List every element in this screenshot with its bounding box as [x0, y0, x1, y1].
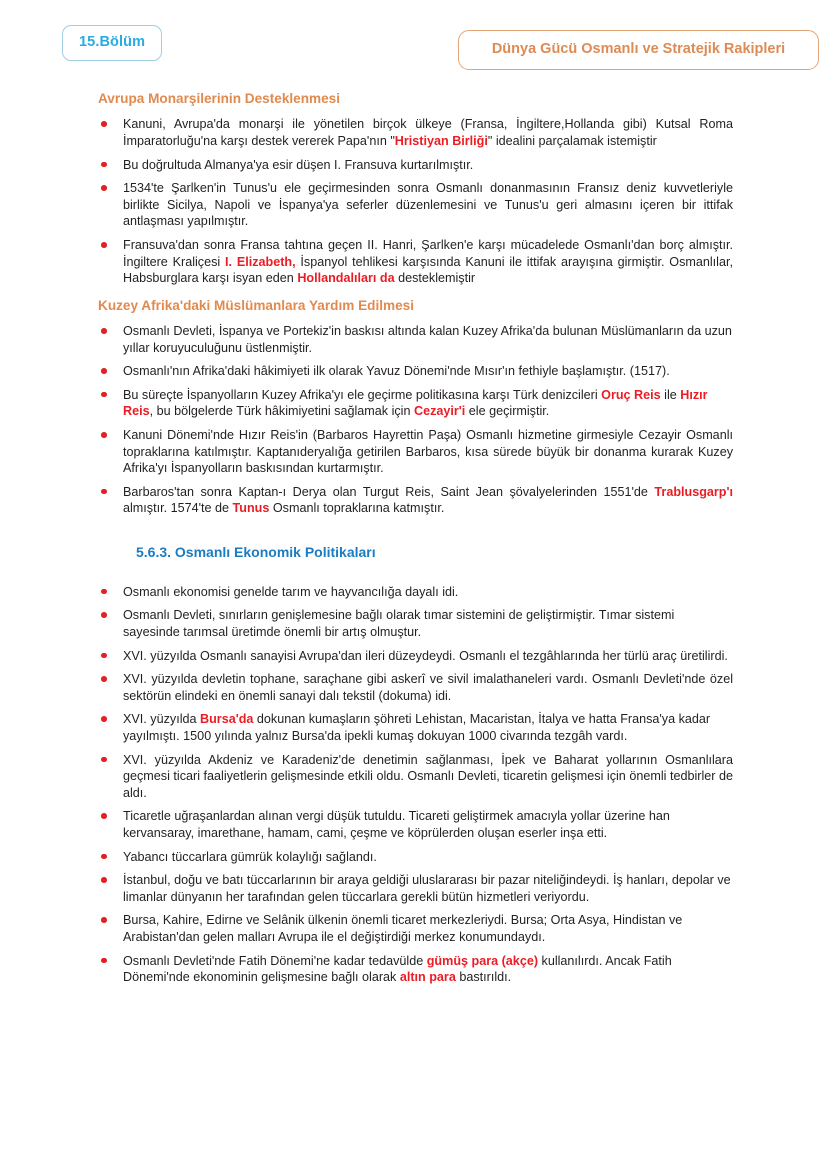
- bullet-item: [0, 671, 828, 704]
- bullet-item: [0, 116, 828, 149]
- sections-container: [0, 90, 828, 986]
- bullet-item: [0, 872, 828, 905]
- highlighted-term: Bursa'da: [200, 712, 254, 727]
- bullet-item: [0, 427, 828, 477]
- bullet-item: [0, 953, 828, 986]
- highlighted-term: Tunus: [232, 501, 270, 516]
- bullet-text: Barbaros'tan sonra Kaptan-ı Derya olan Turgut Reis, Saint Jean şövalyelerinden 1551'de: [123, 484, 655, 499]
- bullet-text: XVI. yüzyılda devletin tophane, saraçhane gibi askerî ve sivil imalathaneleri vardı. Osmanlı Devleti'nde özel sektörün elindeki en önemli sanayi dalı tekstil (dokuma) idi.: [123, 672, 733, 703]
- bullet-text: kullanılırdı. Ancak Fatih Dönemi'nde ekonominin gelişmesine bağlı olarak: [123, 953, 672, 985]
- bullet-item: [0, 711, 828, 744]
- bullet-item: [0, 363, 828, 380]
- highlighted-term: Hollandalıları da: [297, 271, 395, 286]
- highlighted-term: Hızır Reis: [123, 387, 708, 419]
- bullet-text: Osmanlı Devleti'nde Fatih Dönemi'ne kadar tedavülde: [123, 953, 427, 968]
- bullet-item: [0, 157, 828, 174]
- page-bottom-spacer: [0, 993, 828, 1153]
- highlighted-term: Cezayir'i: [413, 404, 466, 419]
- bullet-text: Osmanlı topraklarına katmıştır.: [269, 501, 445, 516]
- highlighted-term: Hristiyan Birliği: [394, 133, 488, 148]
- bullet-text: almıştır. 1574'te de: [123, 501, 233, 516]
- bullet-item: [0, 752, 828, 802]
- bullet-item: [0, 808, 828, 841]
- section-heading: Kuzey Afrika'daki Müslümanlara Yardım Edilmesi: [98, 297, 415, 313]
- highlighted-term: Oruç Reis: [601, 387, 661, 402]
- bullet-item: [0, 387, 828, 420]
- bullet-item: [0, 323, 828, 356]
- bullet-item: [0, 912, 828, 945]
- chapter-badge: 15.Bölüm: [62, 25, 162, 61]
- bullet-text: Bursa, Kahire, Edirne ve Selânik ülkenin önemli ticaret merkezleriydi. Bursa; Orta Asya, Hindistan ve Arabistan'dan gelen malları Avrupa ile el değiştirdiği merkez konumundaydı.: [123, 913, 683, 944]
- bullet-text: Ticaretle uğraşanlardan alınan vergi düşük tutuldu. Ticareti geliştirmek amacıyla yollar üzerine han kervansaray, imarethane, hamam, cami, çeşme ve köprülerden oluşan eserler inşa etti.: [123, 809, 670, 840]
- bullet-text: " idealini parçalamak istemiştir: [487, 133, 657, 148]
- bullet-text: Osmanlı Devleti, İspanya ve Portekiz'in baskısı altında kalan Kuzey Afrika'da bulunan Müslümanların da uzun yıllar koruyuculuğunu üstlenmiştir.: [123, 324, 732, 355]
- bullet-item: [0, 849, 828, 866]
- bullet-text: XVI. yüzyılda Akdeniz ve Karadeniz'de denetimin sağlanması, İpek ve Baharat yollarının Osmanlılara geçmesi ticari faaliyetlerin gelişmesinde etkili oldu. Osmanlı Devleti, ticaretin gelişmesi için önemli tedbirler de aldı.: [123, 752, 733, 800]
- bullet-list: [0, 116, 828, 286]
- bullet-list: [0, 584, 828, 986]
- highlighted-term: gümüş para (akçe): [426, 953, 539, 968]
- bullet-text: Kanuni, Avrupa'da monarşi ile yönetilen birçok ülkeye (Fransa, İngiltere,Hollanda gibi) Kutsal Roma İmparatorluğu'na karşı destek vererek Papa'nın ": [123, 117, 733, 148]
- bullet-item: [0, 237, 828, 287]
- bullet-text: Osmanlı'nın Afrika'daki hâkimiyeti ilk olarak Yavuz Dönemi'nde Mısır'ın fethiyle başlamıştır. (1517).: [123, 364, 670, 379]
- bullet-text: Fransuva'dan sonra Fransa tahtına geçen II. Hanri, Şarlken'e karşı mücadelede Osmanlı'dan borç almıştır. İngiltere Kraliçesi: [123, 237, 733, 269]
- bullet-text: Osmanlı Devleti, sınırların genişlemesine bağlı olarak tımar sistemini de geliştirmiştir. Tımar sistemi sayesinde tarımsal üretimde önemli bir artış olmuştur.: [123, 608, 675, 640]
- section-heading: Avrupa Monarşilerinin Desteklenmesi: [98, 91, 340, 106]
- highlighted-term: altın para: [399, 970, 456, 985]
- bullet-item: [0, 180, 828, 230]
- unit-title-badge: Dünya Gücü Osmanlı ve Stratejik Rakipleri: [458, 30, 819, 70]
- bullet-text: XVI. yüzyılda: [123, 712, 200, 727]
- bullet-text: Yabancı tüccarlara gümrük kolaylığı sağlandı.: [123, 849, 377, 864]
- highlighted-term: Trablusgarp'ı: [654, 484, 733, 499]
- bullet-text: ile: [660, 387, 681, 402]
- bullet-text: desteklemiştir: [394, 271, 476, 286]
- bullet-text: dokunan kumaşların şöhreti Lehistan, Macaristan, İtalya ve hatta Fransa'ya kadar yayılmıştı. 1500 yılında yalnız Bursa'da ipekli kumaş dokuyan 1000 civarında tezgâh vardı.: [123, 712, 711, 744]
- page-header: [0, 0, 828, 92]
- bullet-text: Osmanlı ekonomisi genelde tarım ve hayvancılığa dayalı idi.: [123, 584, 459, 599]
- bullet-text: Kanuni Dönemi'nde Hızır Reis'in (Barbaros Hayrettin Paşa) Osmanlı hizmetine girmesiyle Cezayir Osmanlı topraklarına katılmıştır. Kaptanıderyalığa getirilen Barbaros, kısa sürede büyük bir donanma kurarak Kuzey Afrika'yı İspanyolların baskısından kurtarmıştır.: [123, 428, 733, 476]
- bullet-item: [0, 584, 828, 601]
- document-content: [0, 90, 828, 1153]
- bullet-item: [0, 607, 828, 640]
- bullet-text: Bu doğrultuda Almanya'ya esir düşen I. Fransuva kurtarılmıştır.: [123, 157, 474, 172]
- bullet-text: İspanyol tehlikesi karşısında Kanuni ile ittifak arayışına girmiştir. Osmanlılar, Habsburglara karşı isyan eden: [123, 254, 733, 286]
- sub-section-heading: 5.6.3. Osmanlı Ekonomik Politikaları: [136, 543, 376, 560]
- bullet-list: [0, 323, 828, 517]
- bullet-text: , bu bölgelerde Türk hâkimiyetini sağlamak için: [149, 404, 414, 419]
- highlighted-term: I. Elizabeth,: [225, 254, 296, 269]
- bullet-text: 1534'te Şarlken'in Tunus'u ele geçirmesinden sonra Osmanlı donanmasının Fransız deniz kuvvetleriyle birlikte Sicilya, Napoli ve İspanya'ya seferler düzenlemesini ve Tunus'u geri almasını içeren bir ittifak antlaşması yapılmıştır.: [123, 181, 733, 229]
- bullet-text: İstanbul, doğu ve batı tüccarlarının bir araya geldiği uluslararası bir pazar niteliğindeydi. İş hanları, depolar ve limanlar dünyanın her tarafından gelen tüccarlara gerekli bütün hizmetleri veriyordu.: [123, 873, 731, 904]
- bullet-text: bastırıldı.: [455, 970, 512, 985]
- bullet-item: [0, 648, 828, 665]
- bullet-text: ele geçirmiştir.: [465, 404, 550, 419]
- bullet-text: XVI. yüzyılda Osmanlı sanayisi Avrupa'dan ileri düzeydeydi. Osmanlı el tezgâhlarında her türlü araç üretilirdi.: [123, 648, 728, 663]
- bullet-item: [0, 484, 828, 517]
- bullet-text: Bu süreçte İspanyolların Kuzey Afrika'yı ele geçirme politikasına karşı Türk denizcileri: [123, 387, 602, 402]
